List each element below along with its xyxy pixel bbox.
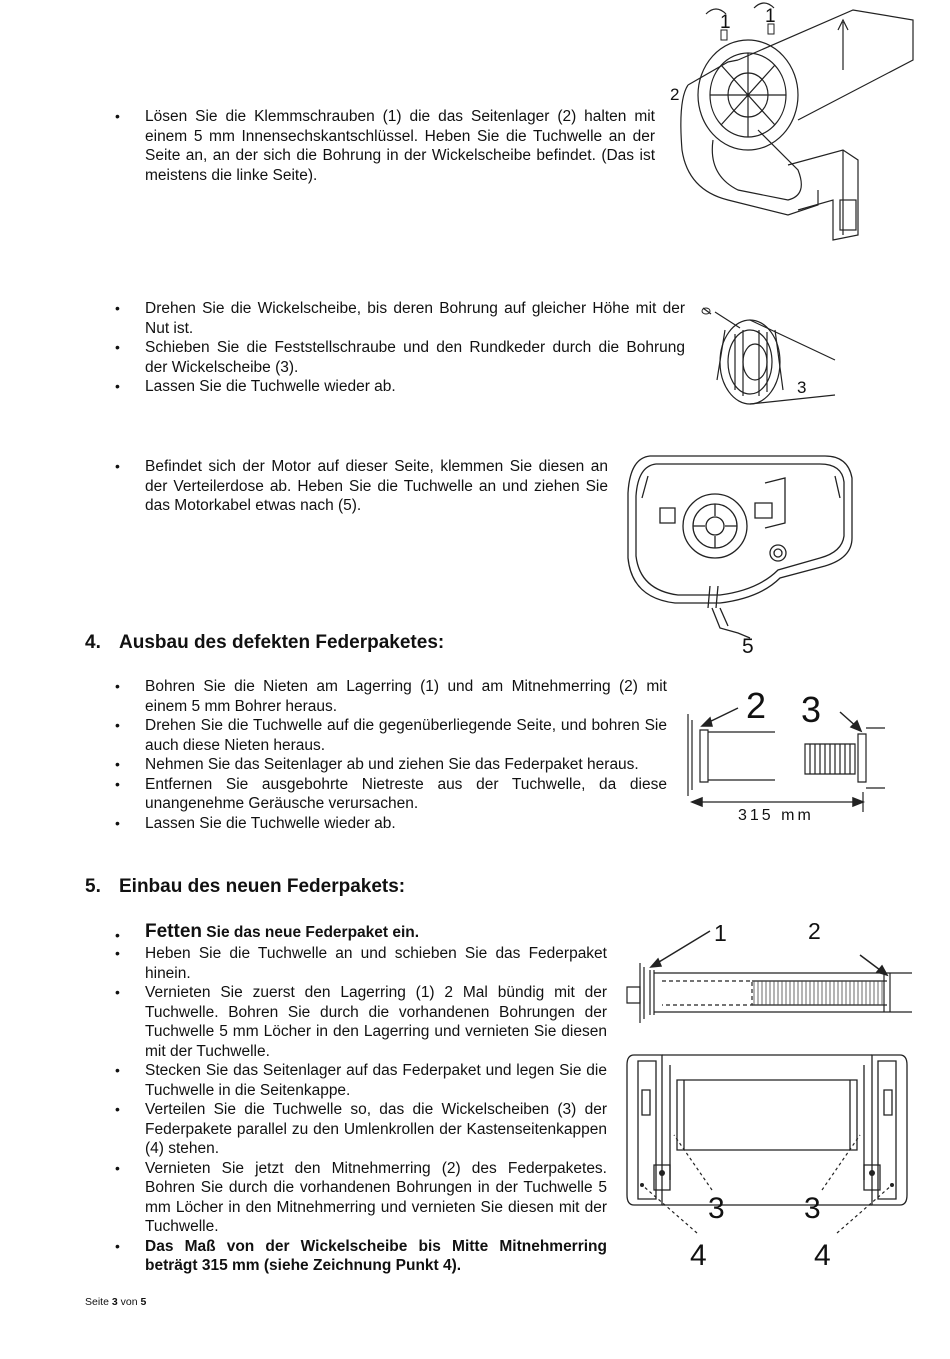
list-item-text: Stecken Sie das Seitenlager auf das Federpaket und legen Sie die Tuchwelle in die Seitenkappe. — [145, 1062, 607, 1099]
list-item — [115, 677, 667, 716]
list-item — [115, 921, 607, 944]
list-item — [115, 377, 685, 397]
label-two: 2 — [808, 918, 821, 944]
bullet: • — [115, 108, 120, 124]
bullet: • — [115, 984, 120, 1000]
bullet: • — [115, 945, 120, 961]
list-item-text: Bohren Sie die Nieten am Lagerring (1) und am Mitnehmerring (2) mit einem 5 mm Bohrer heraus. — [145, 678, 667, 715]
list-item-text: Lassen Sie die Tuchwelle wieder ab. — [145, 814, 396, 832]
list-item — [115, 457, 608, 516]
spring-installation-drawing — [622, 915, 912, 1275]
bullet: • — [115, 1062, 120, 1078]
list-item-text: Nehmen Sie das Seitenlager ab und ziehen Sie das Federpaket heraus. — [145, 756, 639, 773]
bullet: • — [115, 300, 120, 316]
list-item — [115, 814, 667, 834]
list-item — [115, 944, 607, 983]
footer-page-total: 5 — [140, 1296, 147, 1308]
list-item-text: Drehen Sie die Tuchwelle auf die gegenüberliegende Seite, und bohren Sie auch diese Nieten heraus. — [145, 717, 667, 754]
list-item-text: Vernieten Sie zuerst den Lagerring (1) 2 Mal bündig mit der Tuchwelle. Bohren Sie durch die vorhandenen Bohrungen der Tuchwelle 5 mm Löcher in den Lagerring und vernieten Sie diesen mit der Tuchwelle. — [145, 984, 607, 1060]
list-item-emphasis: Fetten — [145, 921, 202, 942]
footer-page-number: 3 — [111, 1296, 118, 1308]
bullet: • — [115, 1237, 120, 1254]
bullet: • — [115, 927, 120, 943]
bullet: • — [115, 339, 120, 355]
label-one: 1 — [714, 920, 727, 946]
bullet: • — [115, 814, 120, 831]
figure-winding-disc — [695, 300, 840, 415]
bullet: • — [115, 1101, 120, 1117]
list-item — [115, 1159, 607, 1237]
list-item — [115, 107, 655, 185]
figure-motor-housing — [620, 448, 860, 658]
label-three: 3 — [797, 378, 807, 397]
bullet: • — [115, 1159, 120, 1176]
list-item — [115, 983, 607, 1061]
list-item-text: Das Maß von der Wickelscheibe bis Mitte Mitnehmerring beträgt 315 mm (siehe Zeichnung Punkt 4). — [145, 1237, 607, 1274]
label-three-right: 3 — [804, 1192, 821, 1225]
label-two: 2 — [746, 685, 767, 726]
list-item — [115, 775, 667, 814]
list-item — [115, 1100, 607, 1159]
label-one-a: 1 — [720, 12, 731, 33]
list-item-text: Sie das neue Federpaket ein. — [202, 924, 420, 941]
heading-number: 5. — [85, 876, 101, 897]
bullet: • — [115, 458, 120, 474]
list-item — [115, 1061, 607, 1100]
list-item-text: Drehen Sie die Wickelscheibe, bis deren Bohrung auf gleicher Höhe mit der Nut ist. — [145, 300, 685, 337]
side-bearing-drawing — [668, 0, 950, 260]
footer-prefix: Seite — [85, 1296, 112, 1308]
bullet: • — [115, 756, 120, 772]
figure-side-bearing — [668, 0, 950, 260]
list-item-text: Lösen Sie die Klemmschrauben (1) die das Seitenlager (2) halten mit einem 5 mm Innensechskantschlüssel. Heben Sie die Tuchwelle an der Seite an, an der sich die Bohrung in der Wickelscheibe befindet. (Das ist meistens die linke Seite). — [145, 108, 655, 184]
heading-number: 4. — [85, 632, 101, 653]
list-item — [115, 1237, 607, 1276]
heading-section-4 — [85, 632, 444, 654]
label-five: 5 — [742, 635, 754, 658]
bullet: • — [115, 717, 120, 733]
bullet: • — [115, 678, 120, 694]
list-item-text: Befindet sich der Motor auf dieser Seite, klemmen Sie diesen an der Verteilerdose ab. Heben Sie die Tuchwelle an und ziehen Sie das Motorkabel etwas nach (5). — [145, 458, 608, 514]
motor-housing-drawing — [620, 448, 860, 658]
footer-middle: von — [117, 1296, 141, 1308]
section5-list — [115, 921, 607, 1276]
list-item-text: Verteilen Sie die Tuchwelle so, das die Wickelscheiben (3) der Federpakete parallel zu den Umlenkrollen der Kastenseitenkappen (4) stehen. — [145, 1101, 607, 1157]
list-item — [115, 755, 667, 775]
label-two: 2 — [670, 85, 680, 104]
list-item-text: Schieben Sie die Feststellschraube und den Rundkeder durch die Bohrung der Wickelscheibe (3). — [145, 339, 685, 376]
heading-title: Einbau des neuen Federpakets: — [119, 876, 406, 897]
list-item-text: Vernieten Sie jetzt den Mitnehmerring (2) des Federpaketes. Bohren Sie durch die vorhandenen Bohrungen in der Tuchwelle 5 mm Löcher in den Mitnehmerring und vernieten Sie diesen mit der Tuchwelle. — [145, 1159, 607, 1235]
figure-spring-removal — [680, 684, 895, 829]
list-item — [115, 299, 685, 338]
list-item-text: Lassen Sie die Tuchwelle wieder ab. — [145, 378, 396, 395]
section1-list — [115, 107, 655, 185]
list-item-text: Entfernen Sie ausgebohrte Nietreste aus der Tuchwelle, da diese unangenehme Geräusche verursachen. — [145, 775, 667, 812]
label-three-left: 3 — [708, 1192, 725, 1225]
figure-spring-installation — [622, 915, 912, 1275]
label-dimension: 315 mm — [738, 807, 814, 824]
page-footer — [85, 1296, 146, 1308]
bullet: • — [115, 378, 120, 394]
bullet: • — [115, 775, 120, 792]
winding-disc-drawing — [695, 300, 840, 415]
label-four-left: 4 — [690, 1239, 707, 1272]
heading-title: Ausbau des defekten Federpaketes: — [119, 632, 445, 653]
list-item — [115, 338, 685, 377]
heading-section-5 — [85, 876, 405, 898]
label-four-right: 4 — [814, 1239, 831, 1272]
list-item-text: Heben Sie die Tuchwelle an und schieben Sie das Federpaket hinein. — [145, 945, 607, 982]
label-one-b: 1 — [765, 6, 776, 27]
spring-removal-drawing — [680, 684, 895, 829]
section4-list — [115, 677, 667, 833]
section3-list — [115, 457, 608, 516]
list-item — [115, 716, 667, 755]
section2-list — [115, 299, 685, 397]
label-three: 3 — [801, 689, 822, 730]
